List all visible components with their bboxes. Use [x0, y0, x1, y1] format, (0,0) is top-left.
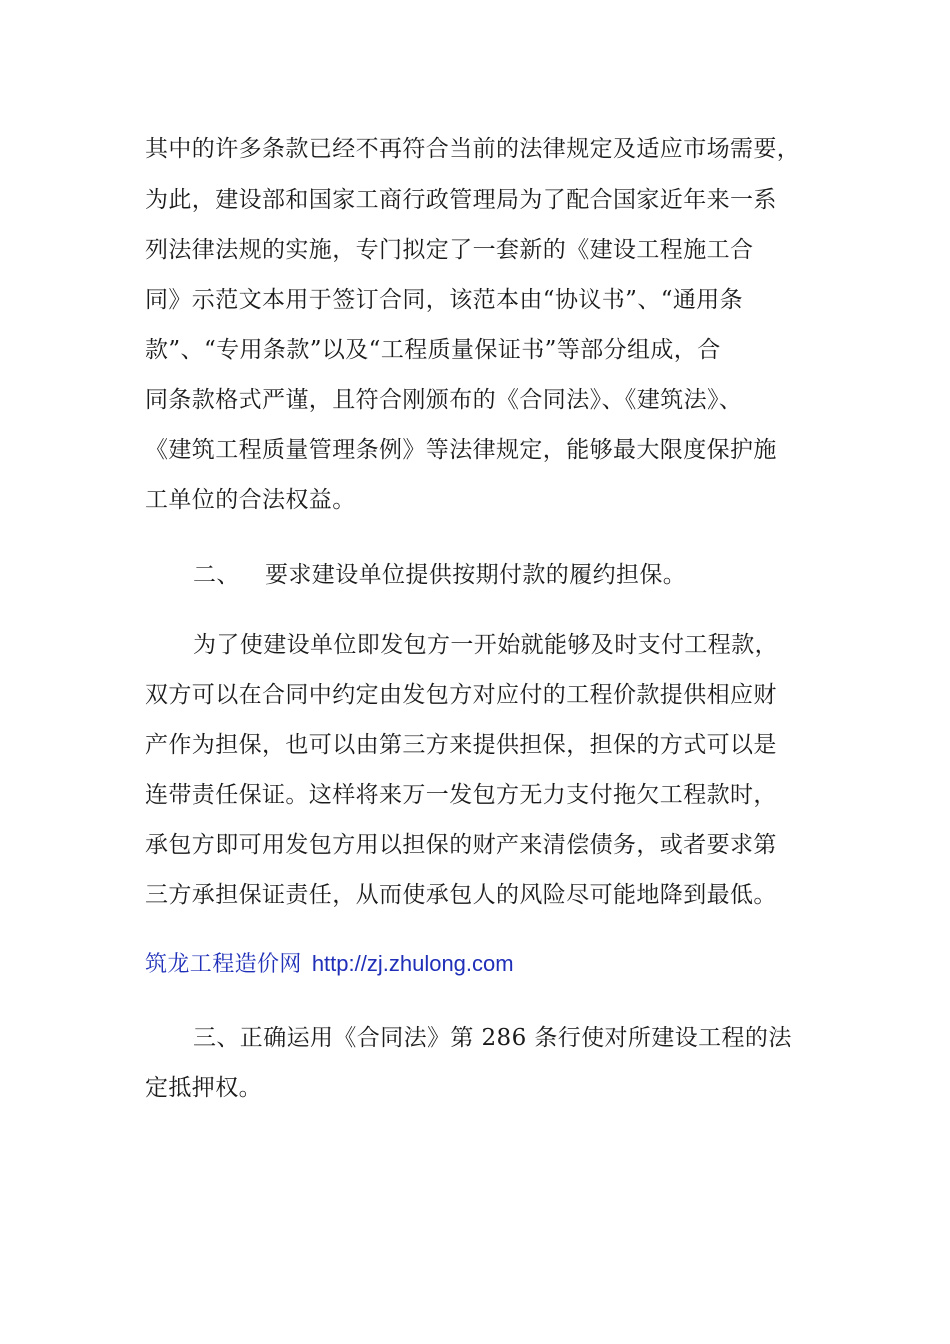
site-name[interactable]: 筑龙工程造价网	[145, 952, 302, 977]
section-heading-3-cont: 定抵押权。	[145, 1075, 262, 1101]
section-title: 要求建设单位提供按期付款的履约担保。	[265, 562, 687, 588]
paragraph-line: 其中的许多条款已经不再符合当前的法律规定及适应市场需要，	[145, 136, 801, 162]
paragraph-line: 同》示范文本用于签订合同，该范本由“协议书”、“通用条	[145, 287, 744, 313]
paragraph-line: 产作为担保，也可以由第三方来提供担保，担保的方式可以是	[145, 732, 777, 758]
paragraph-line: 工单位的合法权益。	[145, 487, 356, 513]
paragraph-line: 《建筑工程质量管理条例》等法律规定，能够最大限度保护施	[145, 437, 777, 463]
watermark-link[interactable]	[145, 946, 514, 982]
paragraph-line: 为此，建设部和国家工商行政管理局为了配合国家近年来一系	[145, 187, 777, 213]
section-number: 二、	[193, 562, 240, 588]
site-url[interactable]: http://zj.zhulong.com	[311, 951, 514, 976]
paragraph-line: 列法律法规的实施，专门拟定了一套新的《建设工程施工合	[145, 237, 754, 263]
paragraph-line: 承包方即可用发包方用以担保的财产来清偿债务，或者要求第	[145, 832, 777, 858]
section-heading-3: 三、正确运用《合同法》第 286 条行使对所建设工程的法	[193, 1025, 792, 1051]
paragraph-line: 款”、“专用条款”以及“工程质量保证书”等部分组成，合	[145, 337, 721, 363]
paragraph-line: 双方可以在合同中约定由发包方对应付的工程价款提供相应财	[145, 682, 777, 708]
paragraph-line: 连带责任保证。这样将来万一发包方无力支付拖欠工程款时，	[145, 782, 777, 808]
paragraph-line: 同条款格式严谨，且符合刚颁布的《合同法》、《建筑法》、	[145, 387, 743, 413]
paragraph-line: 为了使建设单位即发包方一开始就能够及时支付工程款，	[193, 632, 778, 658]
section-heading-2	[0, 557, 950, 593]
paragraph-line: 三方承担保证责任，从而使承包人的风险尽可能地降到最低。	[145, 882, 777, 908]
